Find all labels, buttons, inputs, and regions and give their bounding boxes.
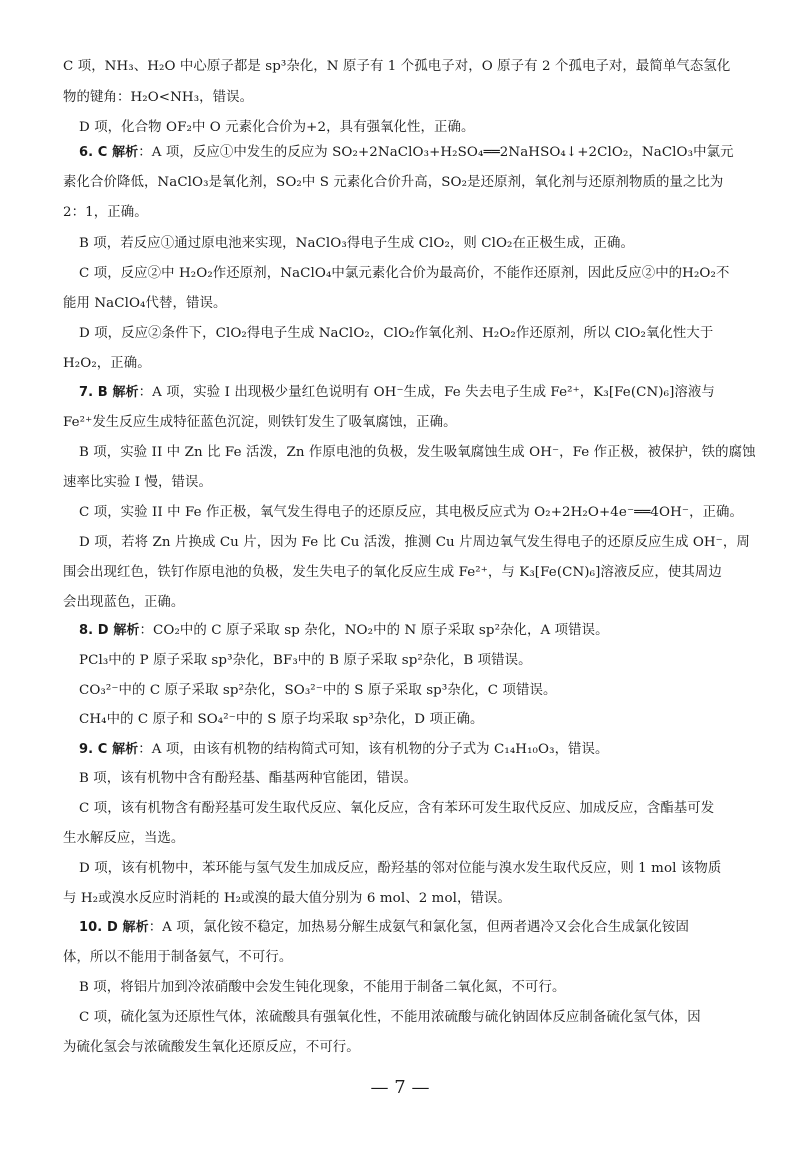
text-line <box>79 771 417 787</box>
line-text: C 项，反应②中 H₂O₂作还原剂，NaClO₄中氯元素化合价为最高价，不能作还原剂，因此反应②中的H₂O₂不 <box>79 266 730 281</box>
text-line <box>63 175 723 191</box>
analysis-label: 解析 <box>112 145 139 160</box>
text-line <box>79 385 715 401</box>
line-text: 2：1，正确。 <box>63 205 148 220</box>
line-text: ：CO₂中的 C 原子采取 sp 杂化，NO₂中的 N 原子采取 sp²杂化，A 项错误。 <box>139 623 609 638</box>
line-text: 与 H₂或溴水反应时消耗的 H₂或溴的最大值分别为 6 mol、2 mol，错误。 <box>63 891 511 906</box>
text-line <box>63 891 511 907</box>
text-line <box>79 266 729 282</box>
text-line <box>79 1010 701 1026</box>
line-text: Fe²⁺发生反应生成特征蓝色沉淀，则铁钉发生了吸氧腐蚀，正确。 <box>63 415 457 430</box>
text-line <box>63 565 722 581</box>
line-text: ：A 项，实验 I 出现极少量红色说明有 OH⁻生成，Fe 失去电子生成 Fe²⁺，K₃[Fe(CN)₆]溶液与 <box>138 385 715 400</box>
text-line <box>63 831 184 847</box>
question-number: 9. C <box>79 742 113 757</box>
text-line <box>79 980 565 996</box>
question-number: 8. D <box>79 623 114 638</box>
line-text: H₂O₂，正确。 <box>63 356 151 371</box>
text-line <box>63 59 730 75</box>
text-line <box>79 920 689 936</box>
text-line <box>79 712 483 728</box>
text-line <box>79 683 556 699</box>
line-text: 素化合价降低，NaClO₃是氧化剂，SO₂中 S 元素化合价升高，SO₂是还原剂，氧化剂与还原剂物质的量之比为 <box>63 175 724 190</box>
line-text: 速率比实验 I 慢，错误。 <box>63 475 213 490</box>
line-text: C 项，NH₃、H₂O 中心原子都是 sp³杂化，N 原子有 1 个孤电子对，O 原子有 2 个孤电子对，最简单气态氢化 <box>63 59 731 74</box>
line-text: C 项，实验 II 中 Fe 作正极，氧气发生得电子的还原反应，其电极反应式为 O₂+2H₂O+4e⁻══4OH⁻，正确。 <box>79 505 744 520</box>
line-text: B 项，将铝片加到冷浓硝酸中会发生钝化现象，不能用于制备二氧化氮，不可行。 <box>79 980 566 995</box>
line-text: 会出现蓝色，正确。 <box>63 595 185 610</box>
text-line <box>79 623 609 639</box>
line-text: 物的键角：H₂O<NH₃，错误。 <box>63 90 254 105</box>
text-line <box>79 535 750 551</box>
text-line <box>79 145 734 161</box>
line-text: 生水解反应，当选。 <box>63 831 185 846</box>
line-text: D 项，反应②条件下，ClO₂得电子生成 NaClO₂，ClO₂作氧化剂、H₂O₂作还原剂，所以 ClO₂氧化性大于 <box>79 326 714 341</box>
question-number: 7. B <box>79 385 113 400</box>
line-text: B 项，实验 II 中 Zn 比 Fe 活泼，Zn 作原电池的负极，发生吸氧腐蚀生成 OH⁻，Fe 作正极，被保护，铁的腐蚀 <box>79 445 756 460</box>
line-text: B 项，该有机物中含有酚羟基、酯基两种官能团，错误。 <box>79 771 418 786</box>
line-text: D 项，若将 Zn 片换成 Cu 片，因为 Fe 比 Cu 活泼，推测 Cu 片周边氧气发生得电子的还原反应生成 OH⁻，周 <box>79 535 750 550</box>
line-text: CH₄中的 C 原子和 SO₄²⁻中的 S 原子均采取 sp³杂化，D 项正确。 <box>79 712 484 727</box>
text-line <box>79 505 743 521</box>
line-text: PCl₃中的 P 原子采取 sp³杂化，BF₃中的 B 原子采取 sp²杂化，B 项错误。 <box>79 653 532 668</box>
line-text: B 项，若反应①通过原电池来实现，NaClO₃得电子生成 ClO₂，则 ClO₂在正极生成，正确。 <box>79 236 634 251</box>
line-text: 围会出现红色，铁钉作原电池的负极，发生失电子的氧化反应生成 Fe²⁺，与 K₃[Fe(CN)₆]溶液反应，使其周边 <box>63 565 722 580</box>
line-text: 体，所以不能用于制备氨气，不可行。 <box>63 950 293 965</box>
line-text: 能用 NaClO₄代替，错误。 <box>63 296 227 311</box>
line-text: ：A 项，由该有机物的结构简式可知，该有机物的分子式为 C₁₄H₁₀O₃，错误。 <box>138 742 609 757</box>
text-line <box>63 1040 360 1056</box>
question-number: 6. C <box>79 145 113 160</box>
analysis-label: 解析 <box>112 742 139 757</box>
question-number: 10. D <box>79 920 123 935</box>
text-line <box>79 445 756 461</box>
analysis-label: 解析 <box>122 920 149 935</box>
analysis-label: 解析 <box>112 385 139 400</box>
text-line <box>79 120 475 136</box>
line-text: C 项，硫化氢为还原性气体，浓硫酸具有强氧化性，不能用浓硫酸与硫化钠固体反应制备硫化氢气体，因 <box>79 1010 701 1025</box>
line-text: CO₃²⁻中的 C 原子采取 sp²杂化，SO₃²⁻中的 S 原子采取 sp³杂化，C 项错误。 <box>79 683 557 698</box>
text-line <box>79 653 532 669</box>
line-text: D 项，该有机物中，苯环能与氢气发生加成反应，酚羟基的邻对位能与溴水发生取代反应，则 1 mol 该物质 <box>79 861 722 876</box>
text-line <box>63 950 292 966</box>
text-line <box>63 205 148 221</box>
text-line <box>63 90 253 106</box>
line-text: C 项，该有机物含有酚羟基可发生取代反应、氧化反应，含有苯环可发生取代反应、加成反应，含酯基可发 <box>79 801 715 816</box>
page-number: — 7 — <box>370 1077 430 1098</box>
text-line <box>79 861 721 877</box>
text-line <box>79 801 714 817</box>
line-text: ：A 项，反应①中发生的反应为 SO₂+2NaClO₃+H₂SO₄══2NaHSO₄↓+2ClO₂，NaClO₃中氯元 <box>138 145 734 160</box>
line-text: D 项，化合物 OF₂中 O 元素化合价为+2，具有强氧化性，正确。 <box>79 120 475 135</box>
text-line <box>63 595 184 611</box>
text-line <box>79 742 609 758</box>
text-line <box>79 326 713 342</box>
text-line <box>63 475 212 491</box>
analysis-label: 解析 <box>113 623 140 638</box>
text-line <box>79 236 634 252</box>
line-text: 为硫化氢会与浓硫酸发生氧化还原反应，不可行。 <box>63 1040 360 1055</box>
text-line <box>63 296 226 312</box>
text-line <box>63 356 151 372</box>
line-text: ：A 项，氯化铵不稳定，加热易分解生成氨气和氯化氢，但两者遇冷又会化合生成氯化铵固 <box>148 920 689 935</box>
text-line <box>63 415 457 431</box>
